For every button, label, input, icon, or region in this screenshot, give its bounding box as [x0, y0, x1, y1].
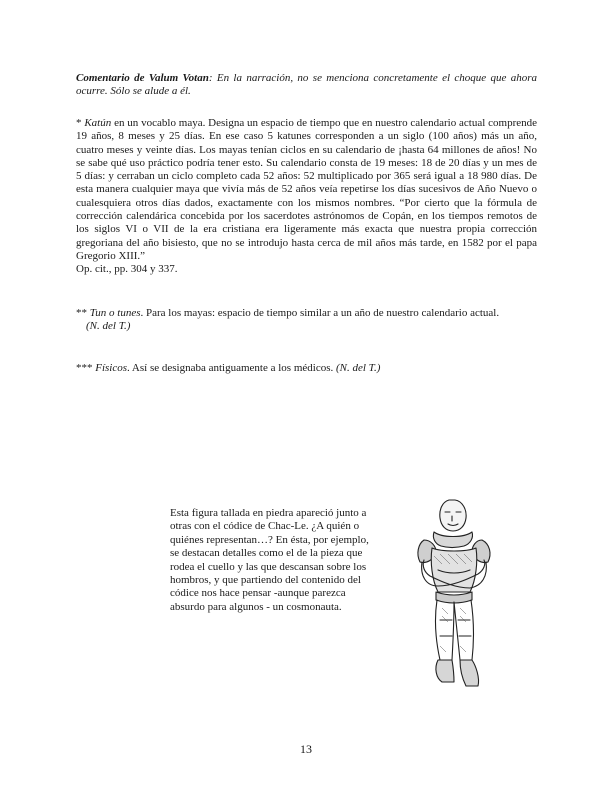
- footnote-marker: *: [76, 117, 85, 129]
- footnote-citation: Op. cit., pp. 304 y 337.: [76, 263, 178, 276]
- footnote-marker: **: [76, 307, 90, 319]
- footnote-katun: [76, 117, 537, 277]
- translator-note: (N. del T.): [335, 362, 381, 374]
- footnote-body: . Para los mayas: espacio de tiempo similar a un año de nuestro calendario actual.: [140, 307, 500, 319]
- figure-caption: Esta figura tallada en piedra apareció junto a otras con el códice de Chac-Le. ¿A quién o quiénes representan…? En ésta, por ejemplo, se destacan detalles como el de la pieza que rodea el cuello y las que descansan sobre los hombros, y que partiendo del contenido del códice nos hace pensar -aunque parezca absurdo para algunos - un cosmonauta.: [170, 507, 369, 613]
- comment-text: : En la narración, no se menciona concretamente el choque que ahora ocurre. Sólo se alude a él.: [76, 72, 538, 98]
- footnote-tun: [76, 307, 537, 334]
- footnote-body: . Así se designaba antiguamente a los médicos.: [127, 362, 336, 374]
- stone-figure-illustration: [404, 496, 514, 694]
- translator-note: (N. del T.): [86, 320, 131, 333]
- author-comment: [76, 72, 537, 99]
- footnote-term: Físicos: [95, 362, 128, 374]
- footnote-marker: ***: [76, 362, 96, 374]
- footnote-term: Tun o tunes: [89, 307, 141, 319]
- footnote-body: en un vocablo maya. Designa un espacio de tiempo que en nuestro calendario actual comprende 19 años, 8 meses y 25 días. En ese caso 5 katunes corresponden a un siglo (100 años) más un año, cuatro meses y veinte días. Los mayas tenían ciclos en su calendario de ¡hasta 64 millones de años! No se sabe qué uso práctico podría tener esto. Su calendario consta de 19 meses: 18 de 20 días y un mes de 5 días: y cerraban un ciclo completo cada 52 años: 52 multiplicado por 365 será igual a 18 980 días. De esta manera cualquier maya que vivía más de 52 años veía repetirse los días sucesivos de Año Nuevo o cualesquiera otros días dados, exactamente con los mismos nombres. “Por cierto que la fórmula de corrección calendárica concebida por los sacerdotes astrónomos de Copán, en los tiempos remotos de los siglos VI o VII de la era cristiana era ligeramente más exacta que nuestra propia corrección gregoriana del año bisiesto, que no se introdujo hasta cerca de mil años más tarde, en 1582 por el papa Gregorio XIII.”: [76, 117, 537, 262]
- page-number: 13: [300, 742, 312, 756]
- footnote-fisicos: [76, 362, 537, 375]
- footnote-term: Katún: [84, 117, 112, 129]
- comment-lead: Comentario de Valum Votan: [76, 72, 209, 84]
